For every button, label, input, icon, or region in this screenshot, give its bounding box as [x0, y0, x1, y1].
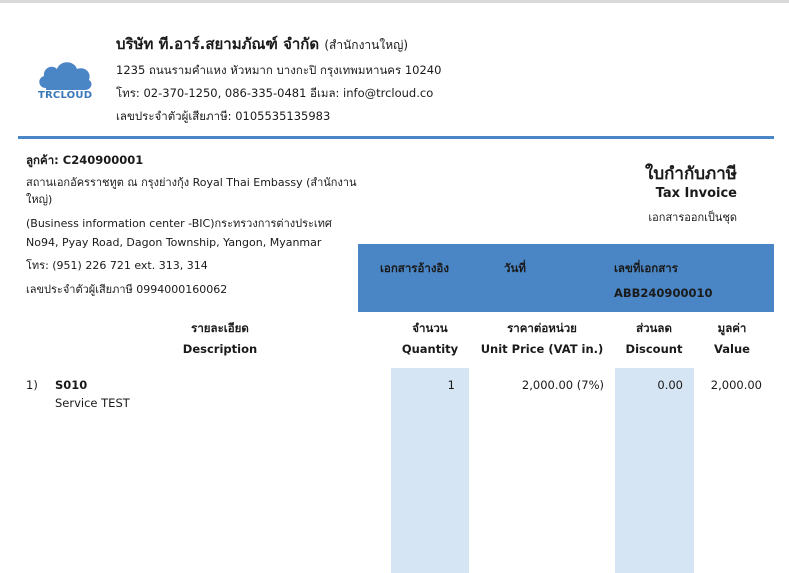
discount-column-shade — [615, 368, 694, 573]
reference-box — [358, 244, 774, 312]
row-unit-price: 2,000.00 (7%) — [521, 378, 604, 392]
company-contact: โทร: 02-370-1250, 086-335-0481 อีเมล: info@trcloud.co — [116, 86, 434, 100]
row-discount: 0.00 — [657, 378, 683, 392]
header-unit-price-th: ราคาต่อหน่วย — [507, 321, 577, 335]
company-name — [116, 32, 408, 56]
company-address: 1235 ถนนรามคำแหง หัวหมาก บางกะปิ กรุงเทพมหานคร 10240 — [116, 63, 442, 77]
header-value-en: Value — [714, 342, 750, 356]
customer-tax-id: เลขประจำตัวผู้เสียภาษี 0994000160062 — [26, 283, 228, 296]
document-number-label: เลขที่เอกสาร — [614, 261, 678, 275]
header-unit-price-en: Unit Price (VAT in.) — [480, 342, 604, 356]
row-value: 2,000.00 — [710, 378, 762, 392]
top-border — [0, 0, 789, 3]
customer-name: สถานเอกอัครราชทูต ณ กรุงย่างกุ้ง Royal Thai Embassy (สำนักงานใหญ่) — [26, 176, 357, 206]
company-tax-id: เลขประจำตัวผู้เสียภาษี: 0105535135983 — [116, 109, 331, 123]
document-number-value: ABB240900010 — [614, 286, 713, 300]
document-note: เอกสารออกเป็นชุด — [648, 211, 737, 224]
row-item-name: Service TEST — [55, 396, 130, 410]
header-discount-th: ส่วนลด — [636, 321, 672, 335]
date-label: วันที่ — [504, 261, 526, 275]
company-name-text: บริษัท ที.อาร์.สยามภัณฑ์ จำกัด — [116, 35, 320, 53]
header-value-th: มูลค่า — [717, 321, 747, 335]
document-title-th: ใบกำกับภาษี — [645, 164, 737, 184]
customer-code: ลูกค้า: C240900001 — [26, 153, 144, 167]
customer-phone: โทร: (951) 226 721 ext. 313, 314 — [26, 259, 208, 272]
logo-text: TRCLOUD — [38, 90, 93, 101]
company-branch: (สำนักงานใหญ่) — [324, 38, 409, 52]
header-description-th: รายละเอียด — [191, 321, 249, 335]
header-discount-en: Discount — [625, 342, 683, 356]
customer-address-line2: No94, Pyay Road, Dagon Township, Yangon, Myanmar — [26, 236, 322, 249]
header-description-en: Description — [182, 342, 258, 356]
header-quantity-en: Quantity — [401, 342, 459, 356]
header-quantity-th: จำนวน — [412, 321, 448, 335]
header-divider — [18, 136, 774, 139]
row-quantity: 1 — [447, 378, 455, 392]
customer-address-line1: (Business information center -BIC)กระทรวงการต่างประเทศ — [26, 217, 332, 230]
row-index: 1) — [26, 378, 38, 392]
row-item-code: S010 — [55, 378, 88, 392]
quantity-column-shade — [391, 368, 469, 573]
document-title-en: Tax Invoice — [655, 186, 737, 201]
reference-label: เอกสารอ้างอิง — [380, 261, 449, 275]
